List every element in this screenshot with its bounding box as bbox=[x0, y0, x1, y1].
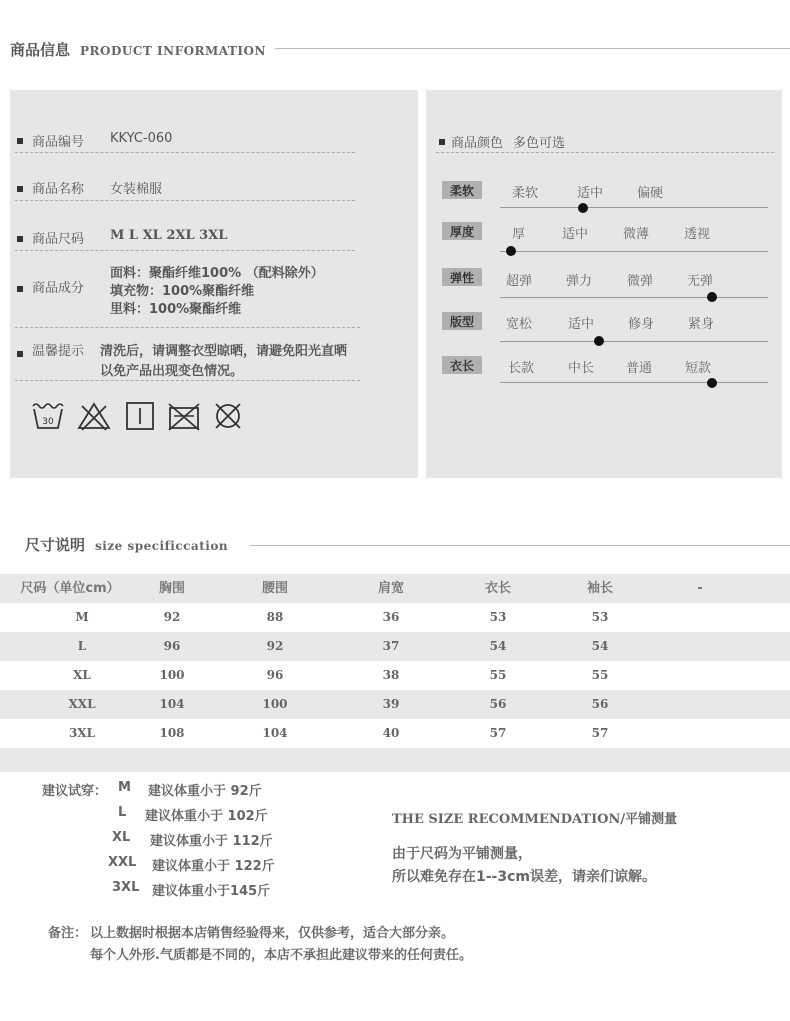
color-label: 商品颜色 bbox=[451, 136, 504, 151]
recommend-text: 建议体重小于 122斤 bbox=[152, 859, 275, 874]
attribute-option: 修身 bbox=[628, 317, 655, 332]
table-header-cell: 肩宽 bbox=[377, 581, 405, 596]
recommend-heading: THE SIZE RECOMMENDATION/平铺测量 bbox=[392, 812, 678, 827]
attribute-option: 紧身 bbox=[688, 317, 715, 332]
field-label-size: 商品尺码 bbox=[32, 232, 85, 247]
size-spec-title bbox=[25, 534, 228, 555]
product-info-title bbox=[10, 39, 266, 60]
table-cell: 104 bbox=[262, 726, 288, 740]
divider bbox=[15, 380, 360, 381]
recommend-size: 3XL bbox=[112, 880, 140, 895]
table-cell: 57 bbox=[489, 726, 507, 740]
do-not-dryclean-icon bbox=[210, 400, 246, 432]
table-cell: 92 bbox=[163, 610, 181, 624]
divider bbox=[15, 152, 355, 153]
product-info-left-panel bbox=[10, 90, 418, 478]
recommend-line: 由于尺码为平铺测量， bbox=[392, 846, 532, 862]
tips-line: 清洗后，请调整衣型晾晒，请避免阳光直晒 bbox=[100, 344, 348, 359]
svg-text:30: 30 bbox=[42, 417, 54, 427]
attribute-option: 适中 bbox=[577, 186, 604, 201]
size-spec-rule bbox=[250, 545, 790, 546]
table-row bbox=[0, 603, 790, 632]
table-header-cell: 胸围 bbox=[158, 581, 186, 596]
attribute-option: 透视 bbox=[684, 227, 711, 242]
attribute-option: 无弹 bbox=[687, 274, 714, 289]
do-not-bleach-icon bbox=[76, 400, 112, 432]
recommend-size: XXL bbox=[108, 855, 137, 870]
remark-line: 以上数据时根据本店销售经验得来，仅供参考，适合大部分亲。 bbox=[90, 926, 455, 941]
attribute-level-marker bbox=[506, 246, 516, 256]
table-cell: XL bbox=[73, 668, 91, 682]
bullet-icon bbox=[17, 286, 23, 292]
recommend-text: 建议体重小于 102斤 bbox=[145, 809, 268, 824]
table-cell: 36 bbox=[382, 610, 400, 624]
size-spec-title-en: size specificcation bbox=[95, 539, 229, 553]
table-cell: XXL bbox=[68, 697, 96, 711]
material-line: 面料：聚酯纤维100% （配料除外） bbox=[110, 266, 324, 281]
table-cell: 39 bbox=[382, 697, 400, 711]
attribute-option: 适中 bbox=[562, 227, 589, 242]
table-cell: 53 bbox=[489, 610, 507, 624]
field-label-tips: 温馨提示 bbox=[32, 344, 85, 359]
attribute-option: 柔软 bbox=[512, 186, 539, 201]
product-info-title-en: PRODUCT INFORMATION bbox=[80, 44, 266, 58]
table-cell: 108 bbox=[159, 726, 185, 740]
attribute-option: 长款 bbox=[508, 361, 535, 376]
table-cell: 100 bbox=[159, 668, 185, 682]
field-value-name: 女装棉服 bbox=[110, 182, 163, 197]
table-cell: 96 bbox=[163, 639, 181, 653]
recommend-text: 建议体重小于 92斤 bbox=[148, 784, 262, 799]
attribute-tag: 厚度 bbox=[442, 222, 482, 240]
table-footer-band bbox=[0, 748, 790, 772]
table-cell: 100 bbox=[262, 697, 288, 711]
table-cell: M bbox=[75, 610, 89, 624]
recommend-size: L bbox=[118, 805, 127, 820]
field-label-material: 商品成分 bbox=[32, 281, 85, 296]
attribute-scale bbox=[500, 297, 768, 298]
table-cell: 38 bbox=[382, 668, 400, 682]
field-value-code: KKYC-060 bbox=[110, 131, 173, 146]
remark-label: 备注： bbox=[48, 926, 88, 941]
table-row bbox=[0, 632, 790, 661]
table-cell: 55 bbox=[591, 668, 609, 682]
bullet-icon bbox=[17, 186, 23, 192]
divider bbox=[436, 152, 774, 153]
product-info-title-cn: 商品信息 bbox=[10, 41, 71, 59]
recommend-line: 所以难免存在1--3cm误差，请亲们谅解。 bbox=[392, 869, 656, 885]
table-cell: 53 bbox=[591, 610, 609, 624]
material-line: 填充物：100%聚酯纤维 bbox=[110, 284, 255, 299]
attribute-option: 弹力 bbox=[566, 274, 593, 289]
divider bbox=[15, 327, 360, 328]
table-row bbox=[0, 690, 790, 719]
table-cell: 55 bbox=[489, 668, 507, 682]
attribute-option: 厚 bbox=[512, 227, 526, 242]
table-cell: 57 bbox=[591, 726, 609, 740]
recommend-size: M bbox=[118, 780, 131, 795]
divider bbox=[15, 250, 355, 251]
attribute-option: 中长 bbox=[568, 361, 595, 376]
material-line: 里料：100%聚酯纤维 bbox=[110, 302, 242, 317]
remark-line: 每个人外形.气质都是不同的，本店不承担此建议带来的任何责任。 bbox=[90, 948, 472, 963]
attribute-option: 偏硬 bbox=[637, 186, 664, 201]
attribute-scale bbox=[500, 341, 768, 342]
attribute-tag: 版型 bbox=[442, 312, 482, 330]
table-cell: 104 bbox=[159, 697, 185, 711]
table-header-cell: - bbox=[697, 581, 703, 596]
attribute-scale bbox=[500, 251, 768, 252]
table-header-cell: 衣长 bbox=[484, 581, 512, 596]
table-cell: 88 bbox=[266, 610, 284, 624]
attribute-option: 宽松 bbox=[506, 317, 533, 332]
recommend-text: 建议体重小于 112斤 bbox=[150, 834, 273, 849]
bullet-icon bbox=[439, 139, 445, 145]
table-cell: 37 bbox=[382, 639, 400, 653]
table-row bbox=[0, 661, 790, 690]
attribute-level-marker bbox=[707, 292, 717, 302]
size-spec-title-cn: 尺寸说明 bbox=[25, 536, 86, 554]
bullet-icon bbox=[17, 236, 23, 242]
table-cell: 56 bbox=[591, 697, 609, 711]
attribute-scale bbox=[500, 207, 768, 208]
attribute-option: 适中 bbox=[568, 317, 595, 332]
attribute-option: 短款 bbox=[685, 361, 712, 376]
tips-line: 以免产品出现变色情况。 bbox=[100, 364, 244, 379]
table-row bbox=[0, 719, 790, 748]
bullet-icon bbox=[17, 351, 23, 357]
table-cell: 3XL bbox=[68, 726, 96, 740]
attribute-level-marker bbox=[707, 378, 717, 388]
table-cell: 54 bbox=[591, 639, 609, 653]
table-header-cell: 袖长 bbox=[586, 581, 614, 596]
table-header-row bbox=[0, 574, 790, 603]
recommend-size: XL bbox=[112, 830, 131, 845]
attribute-option: 微弹 bbox=[627, 274, 654, 289]
table-cell: 96 bbox=[266, 668, 284, 682]
attribute-option: 超弹 bbox=[506, 274, 533, 289]
do-not-iron-icon bbox=[166, 400, 202, 432]
table-cell: 92 bbox=[266, 639, 284, 653]
table-header-cell: 腰围 bbox=[261, 581, 289, 596]
divider bbox=[15, 200, 355, 201]
tumble-dry-icon bbox=[122, 400, 158, 432]
wash-30-icon bbox=[30, 400, 66, 432]
attribute-tag: 衣长 bbox=[442, 356, 482, 374]
field-label-code: 商品编号 bbox=[32, 135, 85, 150]
color-value: 多色可选 bbox=[513, 136, 566, 151]
field-value-size: M L XL 2XL 3XL bbox=[110, 228, 228, 243]
field-label-name: 商品名称 bbox=[32, 182, 85, 197]
attribute-scale bbox=[500, 382, 768, 383]
table-cell: 54 bbox=[489, 639, 507, 653]
attribute-tag: 弹性 bbox=[442, 268, 482, 286]
recommend-text: 建议体重小于145斤 bbox=[152, 884, 271, 899]
table-cell: L bbox=[77, 639, 87, 653]
attribute-tag: 柔软 bbox=[442, 181, 482, 199]
table-header-cell: 尺码（单位cm） bbox=[20, 581, 120, 596]
table-cell: 40 bbox=[382, 726, 400, 740]
attribute-option: 微薄 bbox=[623, 227, 650, 242]
table-cell: 56 bbox=[489, 697, 507, 711]
bullet-icon bbox=[17, 138, 23, 144]
product-info-rule bbox=[275, 48, 790, 49]
recommend-label: 建议试穿： bbox=[42, 784, 108, 799]
attribute-option: 普通 bbox=[626, 361, 653, 376]
